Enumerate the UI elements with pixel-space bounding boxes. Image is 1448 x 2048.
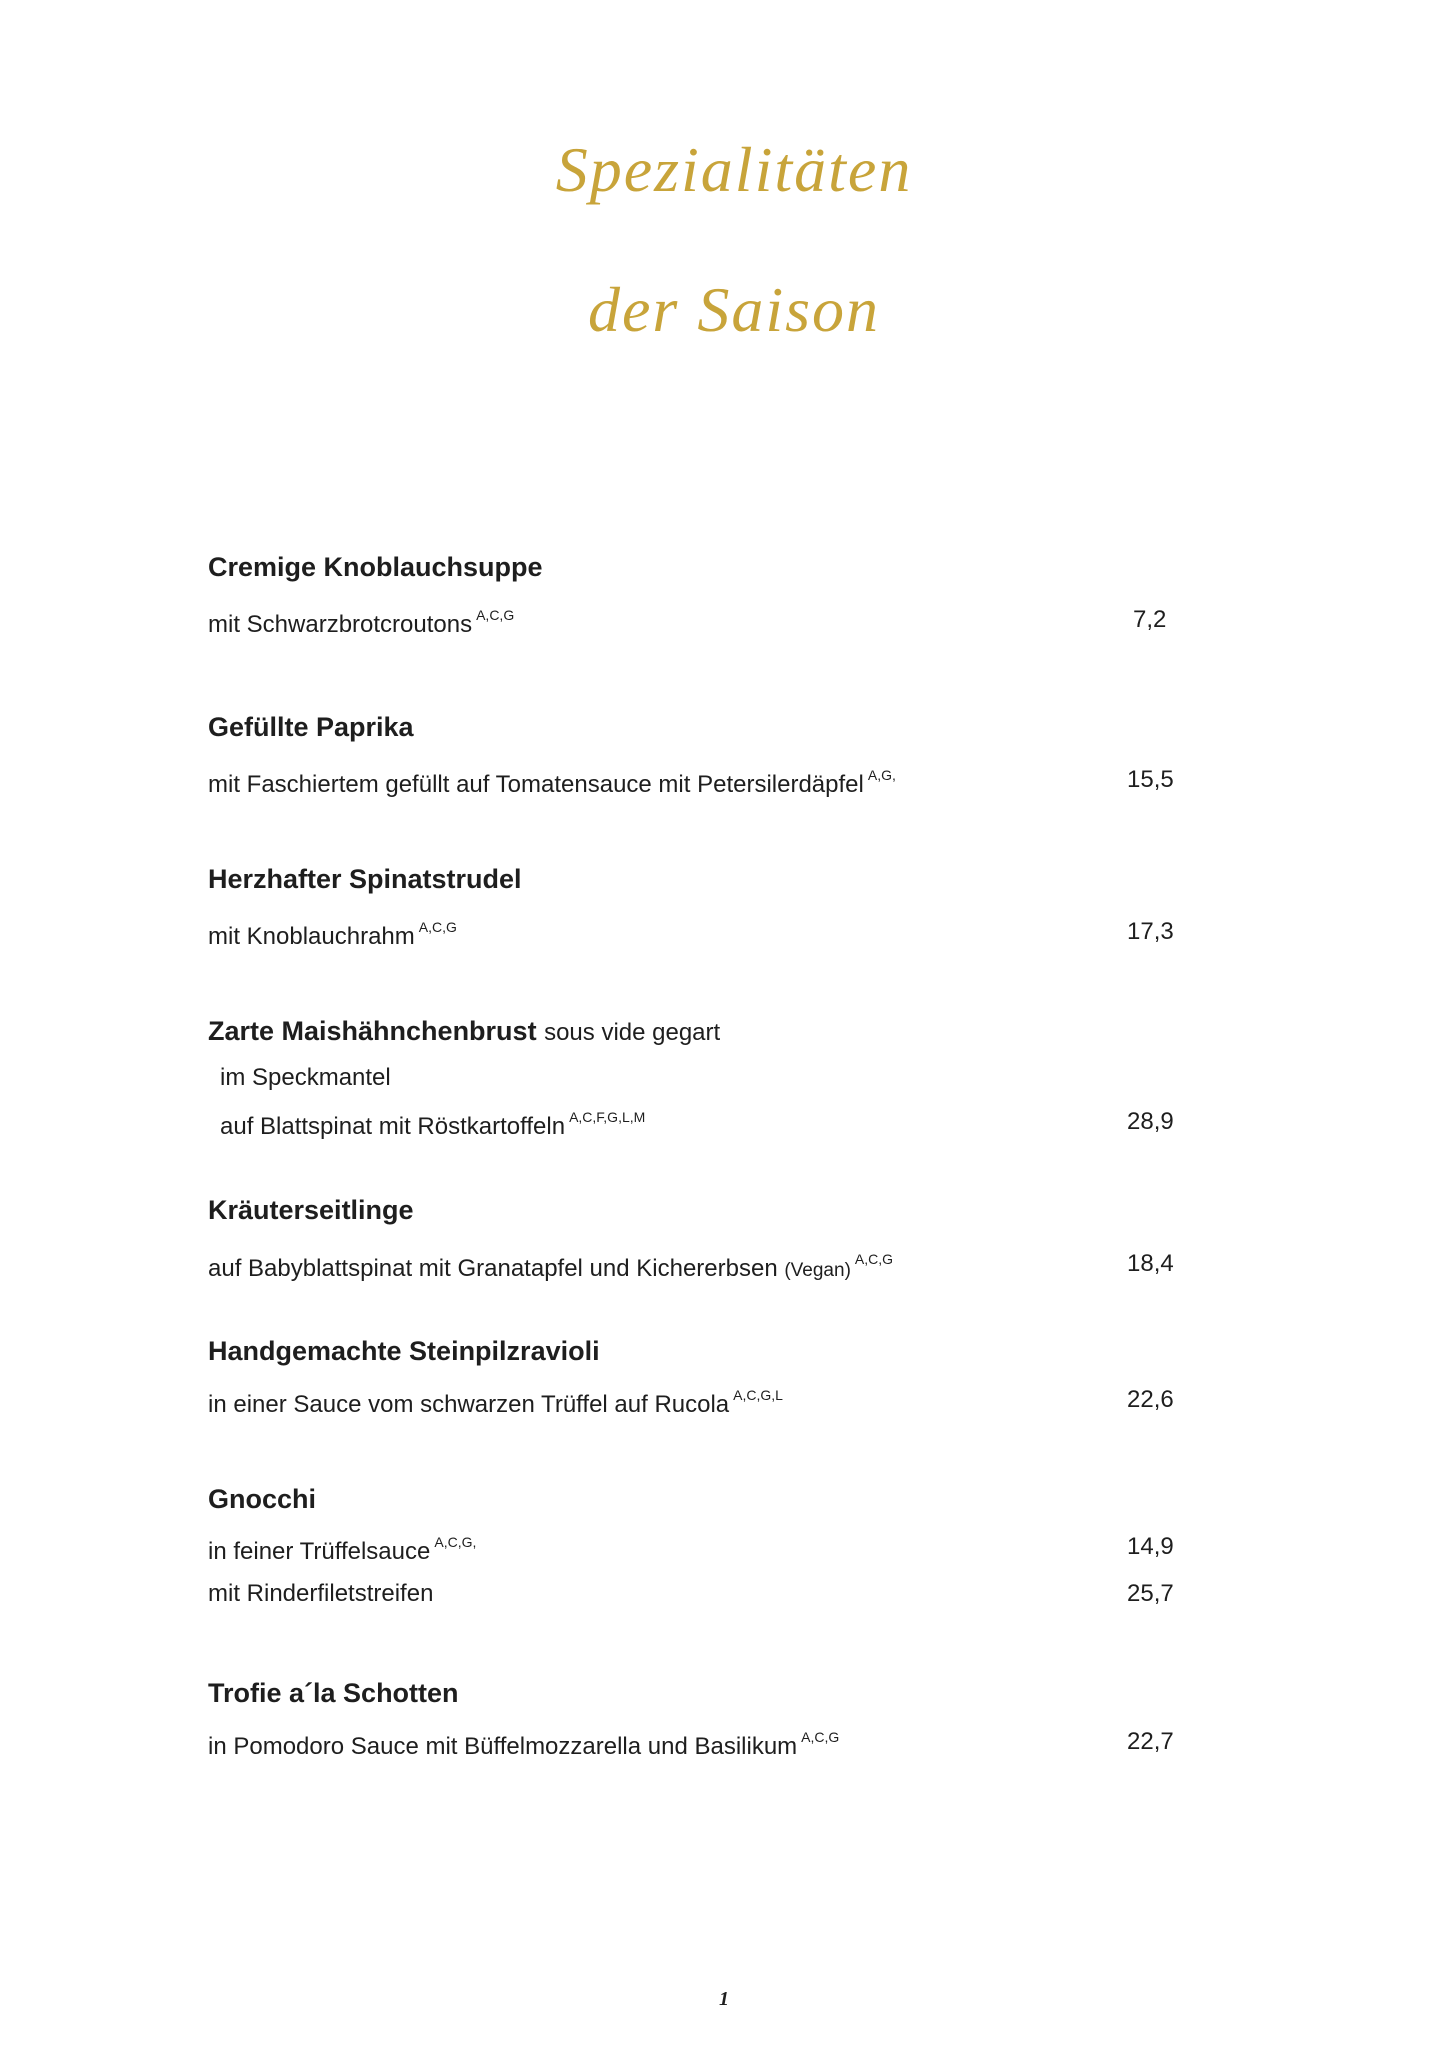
dish-description: in einer Sauce vom schwarzen Trüffel auf Rucola $^{A,C,G,L}$ [208,1387,783,1418]
dish-line [208,920,1228,950]
dish-name: Zarte Maishähnchenbrust sous vide gegart [208,1016,721,1046]
allergen-codes: A,C,G, [434,1534,477,1550]
dish-line [208,1066,1228,1096]
dish-name: Gnocchi [208,1484,317,1514]
dish-price: 14,9 [1127,1533,1174,1560]
dish-line [208,1388,1228,1418]
dish-price: 28,9 [1127,1108,1174,1135]
allergen-codes: A,C,F,G,L,M [569,1109,646,1125]
dish-line [208,1730,1228,1760]
menu-title-line1: Spezialitäten [555,134,913,205]
allergen-codes: A,C,G [854,1251,894,1267]
dish-line [208,608,1228,638]
allergen-codes: A,C,G [418,919,457,935]
dish-price: 25,7 [1127,1580,1174,1607]
dish-name: Trofie a´la Schotten [208,1678,459,1708]
dish-name: Cremige Knoblauchsuppe [208,552,543,582]
dish-price: 18,4 [1127,1250,1174,1277]
dish-description: mit Rinderfiletstreifen [208,1580,434,1607]
dish-name: Handgemachte Steinpilzravioli [208,1336,600,1366]
dish-price: 17,3 [1127,918,1174,945]
menu-title-line2: der Saison [588,274,880,345]
allergen-codes: A,C,G [476,607,515,623]
dish-line [208,1252,1228,1282]
dish-description: auf Babyblattspinat mit Granatapfel und Kichererbsen (Vegan)$^{A,C,G}$ [208,1251,894,1282]
dish-name: Gefüllte Paprika [208,712,414,742]
dish-description: in Pomodoro Sauce mit Büffelmozzarella und Basilikum $^{A,C,G}$ [208,1729,840,1760]
dish-price: 15,5 [1127,766,1174,793]
dish-description: auf Blattspinat mit Röstkartoffeln $^{A,C,F,G,L,M}$ [220,1109,646,1140]
dish-line [208,1535,1228,1565]
dish-price: 22,6 [1127,1386,1174,1413]
dish-description: im Speckmantel [220,1064,391,1091]
dish-line [208,768,1228,798]
vegan-note: (Vegan) [784,1260,851,1281]
allergen-codes: A,G, [867,767,896,783]
dish-name-extra: sous vide gegart [544,1019,721,1046]
dish-description: in feiner Trüffelsauce $^{A,C,G,}$ [208,1534,477,1565]
allergen-codes: A,C,G [801,1729,840,1745]
page-number: 1 [719,1988,729,2010]
dish-price: 7,2 [1133,606,1167,633]
dish-description: mit Knoblauchrahm $^{A,C,G}$ [208,919,457,950]
dish-line [208,1582,1228,1612]
dish-description: mit Faschiertem gefüllt auf Tomatensauce mit Petersilerdäpfel $^{A,G,}$ [208,767,896,798]
dish-line [208,1110,1228,1140]
allergen-codes: A,C,G,L [733,1387,783,1403]
dish-name: Herzhafter Spinatstrudel [208,864,522,894]
dish-name: Kräuterseitlinge [208,1195,414,1225]
dish-description: mit Schwarzbrotcroutons $^{A,C,G}$ [208,607,515,638]
dish-price: 22,7 [1127,1728,1174,1755]
